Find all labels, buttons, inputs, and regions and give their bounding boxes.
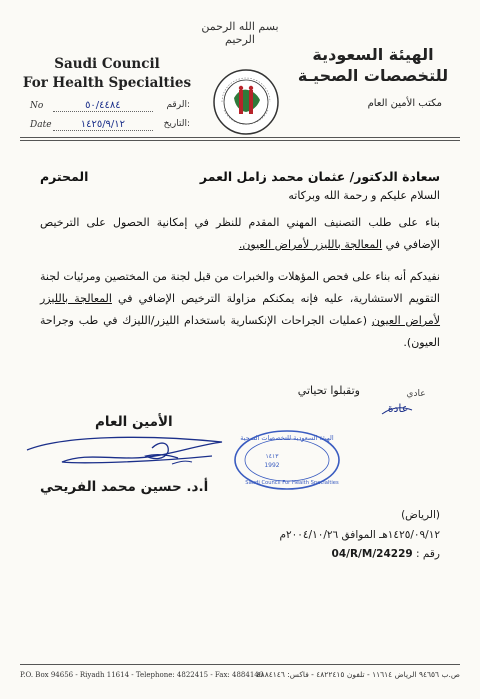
paragraph-2-underlined: المعالجة بالليزر لأمراض العيون	[40, 292, 441, 327]
signature-icon	[22, 428, 242, 478]
office-label: مكتب الأمين العام	[367, 98, 442, 109]
reference-code-line	[332, 548, 440, 560]
paragraph-2-text-b: (عمليات الجراحات الإنكسارية باستخدام الليزر/الليزك في طب وجراحة العيون).	[40, 314, 440, 349]
ref-no-label: No	[30, 101, 44, 111]
bismillah-calligraphy: بسم الله الرحمن الرحيم	[201, 20, 279, 46]
ref-date-label: Date	[30, 120, 52, 130]
stamp-year-en: 1992	[264, 462, 280, 469]
date-line: ١٤٢٥/٠٩/١٢هـ الموافق ٢٠٠٤/١٠/٢٦م	[279, 529, 440, 541]
ref-no-label-ar: الرقم:	[166, 100, 190, 110]
ref-no-value: ٥٠/٤٤٨٤	[53, 100, 153, 112]
org-name-english-line2: For Health Specialties	[22, 75, 192, 91]
recipient-line	[40, 169, 440, 184]
footer-divider	[20, 664, 460, 665]
stamp-arabic-text: الهيئة السعودية للتخصصات الصحية	[240, 434, 334, 442]
reference-number-row	[30, 100, 190, 112]
org-name-arabic-line2: للتخصصات الصحيـة	[297, 66, 449, 85]
org-name-arabic-line1: الهيئة السعودية	[312, 45, 434, 64]
paragraph-2-text-a: نفيدكم أنه بناء على فحص المؤهلات والخبرات من قبل لجنة من المختصين ومرئيات لجنة التقويم الاستشارية، عليه فإنه يمكنكم مزاولة الترخيص الإضافي في	[40, 270, 440, 305]
ref-date-label-ar: التاريخ:	[163, 119, 190, 129]
secretary-name: أ.د. حسين محمد الفريحي	[40, 479, 209, 495]
stamp-year-ar: ١٤١٣	[265, 453, 279, 460]
stamp-english-text: Saudi Council For Health Specialties	[245, 480, 339, 486]
city-line: (الرياض)	[401, 509, 440, 521]
paragraph-1-underlined: المعالجة بالليزر لأمراض العيون.	[238, 238, 383, 251]
secretary-title: الأمين العام	[95, 414, 173, 430]
reference-code-label: رقم :	[416, 548, 440, 560]
footer-address-english: P.O. Box 94656 - Riyadh 11614 - Telephone: 4822415 - Fax: 4884146	[20, 671, 264, 679]
official-stamp-icon	[232, 428, 342, 492]
header-divider-thin	[20, 140, 460, 141]
org-name-arabic	[288, 44, 458, 86]
header-divider	[20, 137, 460, 138]
respect-title: المحترم	[40, 169, 89, 184]
scfhs-emblem-icon	[212, 68, 280, 136]
paragraph-1-text: بناء على طلب التصنيف المهني المقدم للنظر في إمكانية الحصول على الترخيص الإضافي في	[40, 216, 440, 251]
footer-address-arabic: ص.ب ٩٤٦٥٦ الرياض ١١٦١٤ - تلفون ٤٨٢٢٤١٥ - فاكس: ٤٨٨٤١٤٦	[256, 670, 460, 679]
reference-date-row	[30, 119, 190, 131]
handnote-line2: عادة	[387, 402, 409, 415]
reference-code-value: 04/R/M/24229	[331, 548, 413, 560]
closing: وتقبلوا تحياتي	[297, 384, 360, 397]
org-name-english	[22, 55, 192, 93]
ref-date-value: ١٤٢٥/٩/١٢	[53, 119, 153, 131]
greeting: السلام عليكم و رحمة الله وبركاته	[288, 189, 440, 202]
paragraph-1	[40, 212, 440, 256]
org-name-english-line1: Saudi Council	[54, 56, 160, 72]
paragraph-2	[40, 266, 440, 354]
handwritten-note	[378, 382, 438, 418]
recipient-name: سعادة الدكتور/ عثمان محمد زامل العمر	[199, 169, 440, 184]
handnote-line1: عادي	[406, 389, 426, 399]
